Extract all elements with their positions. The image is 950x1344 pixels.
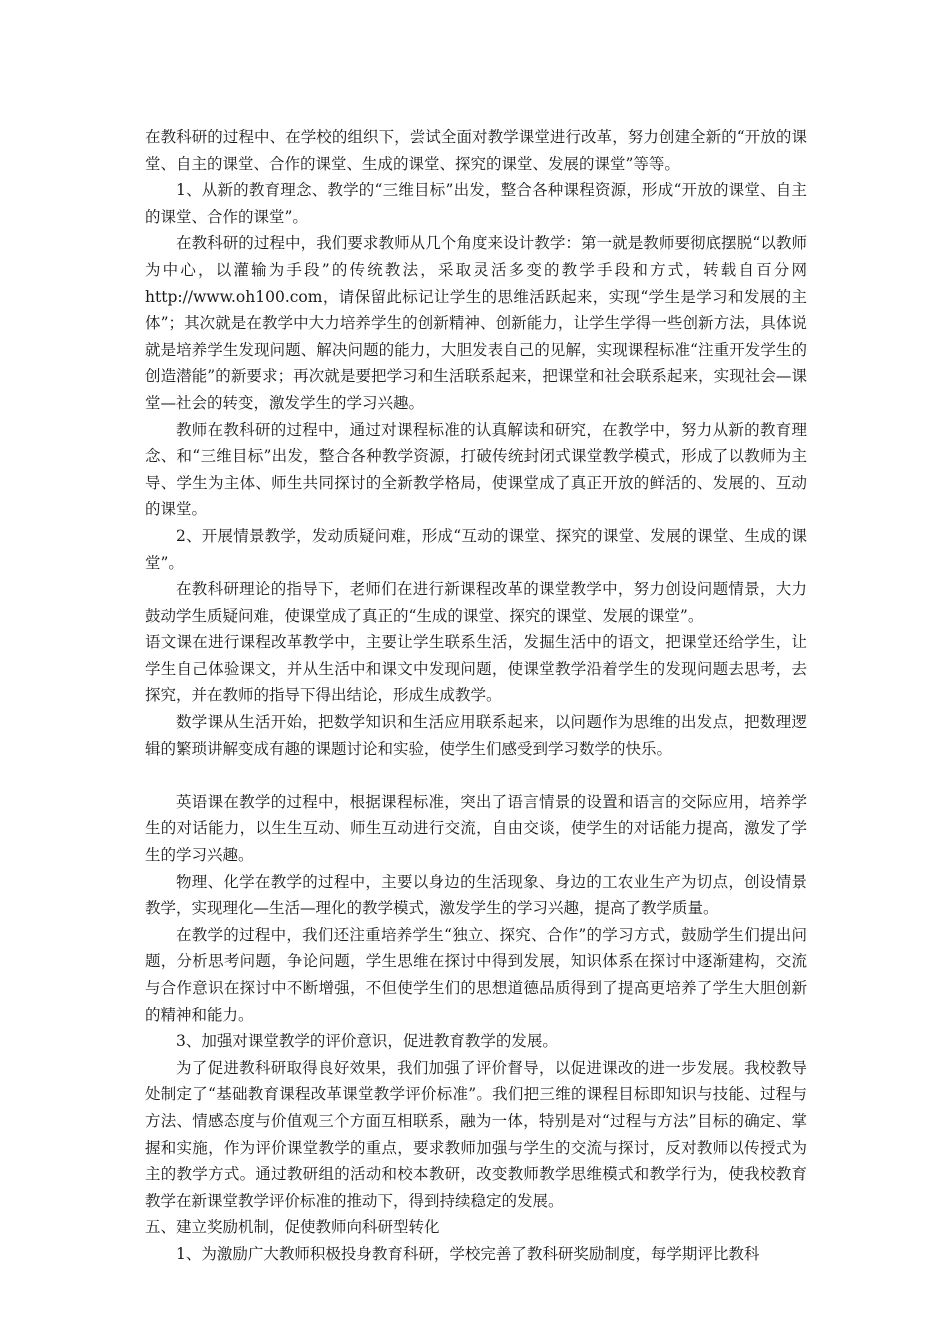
paragraph: 数学课从生活开始，把数学知识和生活应用联系起来，以问题作为思维的出发点，把数理逻辑的繁琐讲解变成有趣的课题讨论和实验，使学生们感受到学习数学的快乐。 xyxy=(145,713,807,758)
document-body xyxy=(145,124,807,1268)
paragraph: 语文课在进行课程改革教学中，主要让学生联系生活，发掘生活中的语文，把课堂还给学生，让学生自己体验课文，并从生活中和课文中发现问题，使课堂教学沿着学生的发现问题去思考，去探究，并在教师的指导下得出结论，形成生成教学。 xyxy=(145,633,807,705)
paragraph: 在教科研的过程中、在学校的组织下，尝试全面对教学课堂进行改革，努力创建全新的“开放的课堂、自主的课堂、合作的课堂、生成的课堂、探究的课堂、发展的课堂”等等。 xyxy=(145,128,807,173)
paragraph: 1、为激励广大教师积极投身教育科研，学校完善了教科研奖励制度，每学期评比教科 xyxy=(176,1244,760,1263)
paragraph: 教师在教科研的过程中，通过对课程标准的认真解读和研究，在教学中，努力从新的教育理念、和“三维目标”出发，整合各种教学资源，打破传统封闭式课堂教学模式，形成了以教师为主导、学生为主体、师生共同探讨的全新教学格局，使课堂成了真正开放的鲜活的、发展的、互动的课堂。 xyxy=(145,420,807,519)
paragraph: 在教科研的过程中，我们要求教师从几个角度来设计教学：第一就是教师要彻底摆脱“以教师为中心，以灌输为手段”的传统教法，采取灵活多变的教学手段和方式，转载自百分网 http://www.oh100.com，请保留此标记让学生的思维活跃起来，实现“学生是学习和发展的主体”；其次就是在教学中大力培养学生的创新精神、创新能力，让学生学得一些创新方法，具体说就是培养学生发现问题、解决问题的能力，大胆发表自己的见解，实现课程标准“注重开发学生的创造潜能”的新要求；再次就是要把学习和生活联系起来，把课堂和社会联系起来，实现社会—课堂—社会的转变，激发学生的学习兴趣。 xyxy=(145,234,807,412)
paragraph: 英语课在教学的过程中，根据课程标准，突出了语言情景的设置和语言的交际应用，培养学生的对话能力，以生生互动、师生互动进行交流，自由交谈，使学生的对话能力提高，激发了学生的学习兴趣。 xyxy=(145,792,807,865)
paragraph: 物理、化学在教学的过程中，主要以身边的生活现象、身边的工农业生产为切点，创设情景教学，实现理化—生活—理化的教学模式，激发学生的学习兴趣，提高了教学质量。 xyxy=(145,872,807,918)
paragraph: 2、开展情景教学，发动质疑问难，形成“互动的课堂、探究的课堂、发展的课堂、生成的课堂”。 xyxy=(145,526,807,572)
blank-line xyxy=(145,762,807,789)
paragraph: 在教科研理论的指导下，老师们在进行新课程改革的课堂教学中，努力创设问题情景，大力鼓动学生质疑问难，使课堂成了真正的“生成的课堂、探究的课堂、发展的课堂”。 xyxy=(145,580,807,625)
paragraph: 在教学的过程中，我们还注重培养学生“独立、探究、合作”的学习方式，鼓励学生们提出问题，分析思考问题，争论问题，学生思维在探讨中得到发展，知识体系在探讨中逐渐建构，交流与合作意识在探讨中不断增强，不但使学生们的思想道德品质得到了提高更培养了学生大胆创新的精神和能力。 xyxy=(145,925,807,1024)
paragraph: 为了促进教科研取得良好效果，我们加强了评价督导，以促进课改的进一步发展。我校教导处制定了“基础教育课程改革课堂教学评价标准”。我们把三维的课程目标即知识与技能、过程与方法、情感态度与价值观三个方面互相联系，融为一体，特别是对“过程与方法”目标的确定、掌握和实施，作为评价课堂教学的重点，要求教师加强与学生的交流与探讨，反对教师以传授式为主的教学方式。通过教研组的活动和校本教研，改变教师教学思维模式和教学行为，使我校教育教学在新课堂教学评价标准的推动下，得到持续稳定的发展。 xyxy=(145,1058,807,1210)
paragraph: 1、从新的教育理念、教学的“三维目标”出发，整合各种课程资源，形成“开放的课堂、自主的课堂、合作的课堂”。 xyxy=(145,181,807,226)
paragraph: 3、加强对课堂教学的评价意识，促进教育教学的发展。 xyxy=(176,1032,558,1051)
section-heading: 五、建立奖励机制，促使教师向科研型转化 xyxy=(145,1218,440,1237)
